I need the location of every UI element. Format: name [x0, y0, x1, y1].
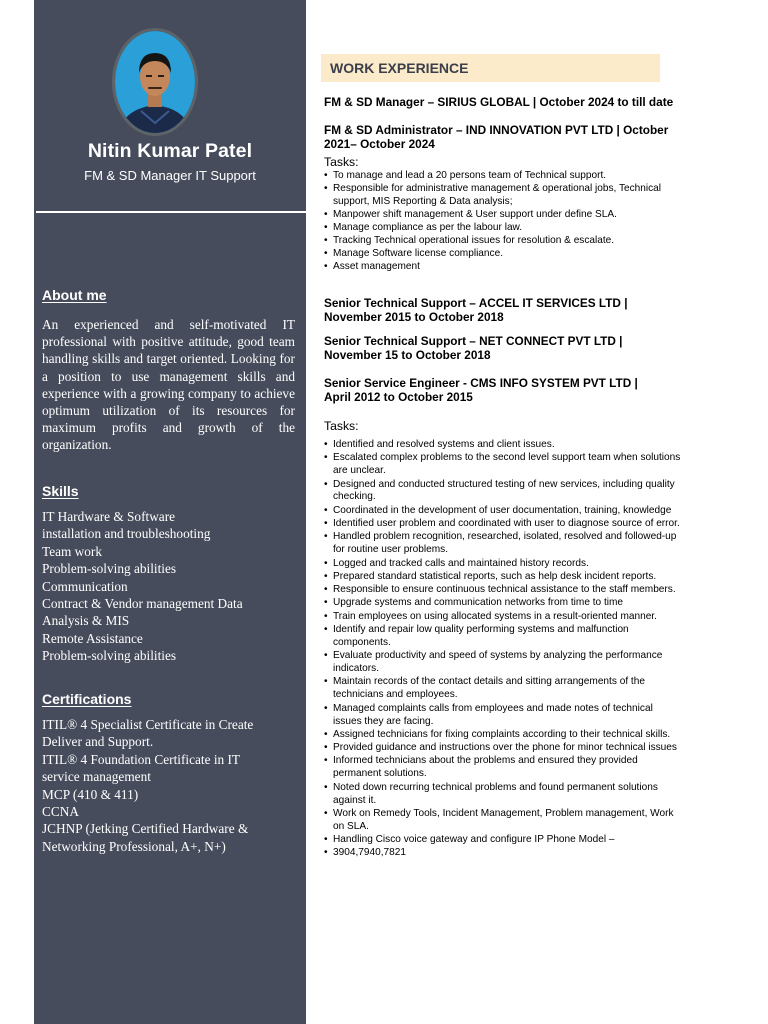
task-item: • 3904,7940,7821: [324, 847, 406, 859]
certification-item: ITIL® 4 Specialist Certificate in Create: [42, 717, 254, 732]
skill-item: Remote Assistance: [42, 630, 143, 646]
task-item: • Upgrade systems and communication networks from time to time: [324, 597, 624, 609]
task-item: • Identified and resolved systems and client issues.: [324, 439, 555, 450]
task-item: • Evaluate productivity and speed of systems by analyzing the performance indicators.: [324, 650, 663, 675]
work-experience-header: WORK EXPERIENCE: [321, 54, 660, 82]
task-item: • Logged and tracked calls and maintained history records.: [324, 557, 589, 569]
skill-item: Contract & Vendor management Data: [42, 596, 243, 612]
task-item: • Prepared standard statistical reports, such as help desk incident reports.: [324, 570, 657, 582]
sidebar: [34, 0, 306, 1024]
job-title: Senior Technical Support – ACCEL IT SERVICES LTD | November 2015 to October 2018: [324, 296, 628, 324]
task-item: • Handled problem recognition, researched, isolated, resolved and followed-up for routine user problems.: [324, 531, 677, 556]
certifications-title: Certifications: [42, 691, 132, 707]
certification-item: Deliver and Support.: [42, 734, 154, 750]
task-item: • Manpower shift management & User support under define SLA.: [324, 209, 617, 221]
task-item: • Asset management: [324, 261, 420, 273]
certification-item: JCHNP (Jetking Certified Hardware &: [42, 821, 249, 837]
task-item: • Maintain records of the contact details and sitting arrangements of the technicians and employees.: [324, 676, 645, 701]
task-item: • Designed and conducted structured testing of new services, including quality checking.: [324, 478, 675, 503]
divider: [36, 211, 306, 213]
about-title: About me: [42, 287, 107, 303]
avatar: [112, 28, 198, 136]
skill-item: Communication: [42, 578, 128, 594]
task-item: • Provided guidance and instructions over the phone for minor technical issues: [324, 742, 677, 754]
job-title: FM & SD Manager – SIRIUS GLOBAL | October 2024 to till date: [324, 95, 674, 109]
task-item: • Informed technicians about the problems and ensured they provided permanent solutions.: [324, 755, 638, 780]
task-item: • Tracking Technical operational issues for resolution & escalate.: [324, 235, 615, 247]
task-item: • Responsible to ensure continuous technical assistance to the staff members.: [324, 584, 676, 596]
task-item: • Identify and repair low quality performing systems and malfunction components.: [324, 623, 629, 648]
task-item: • Noted down recurring technical problems and found permanent solutions against it.: [324, 781, 658, 806]
skills-title: Skills: [42, 483, 79, 499]
skill-item: Problem-solving abilities: [42, 561, 177, 577]
skill-item: Problem-solving abilities: [42, 648, 177, 664]
candidate-role: FM & SD Manager IT Support: [84, 168, 256, 183]
task-item: • Handling Cisco voice gateway and configure IP Phone Model –: [324, 834, 615, 845]
job-title: FM & SD Administrator – IND INNOVATION PVT LTD | October 2021– October 2024: [324, 123, 669, 151]
task-item: • Manage Software license compliance.: [324, 248, 504, 260]
skill-item: installation and troubleshooting: [42, 526, 211, 542]
main-content: [318, 0, 718, 1024]
certification-item: MCP (410 & 411): [42, 786, 139, 802]
certification-item: service management: [42, 769, 151, 785]
skill-item: Team work: [42, 543, 102, 559]
candidate-name: Nitin Kumar Patel: [87, 140, 253, 162]
tasks-list: [324, 439, 684, 861]
task-item: • Identified user problem and coordinated with user to diagnose source of error.: [324, 518, 680, 529]
task-item: • Managed complaints calls from employees and made notes of technical issues they are facing.: [324, 702, 653, 727]
tasks-list: [324, 170, 684, 275]
task-item: • Work on Remedy Tools, Incident Management, Problem management, Work on SLA.: [324, 807, 674, 832]
skills-list: [42, 508, 300, 665]
task-item: • To manage and lead a 20 persons team of Technical support.: [324, 170, 607, 181]
about-text: An experienced and self-motivated IT professional with positive attitude, good team handling skills and target oriented. Looking for a position to use management skills and experience with a growing company to achieve optimum utilization of its resources for maximum profits and growth of the organization.: [42, 317, 295, 453]
job-title: Senior Technical Support – NET CONNECT PVT LTD | November 15 to October 2018: [324, 334, 623, 362]
certification-item: CCNA: [42, 804, 79, 820]
task-item: • Train employees on using allocated systems in a result-oriented manner.: [324, 610, 657, 622]
skill-item: Analysis & MIS: [42, 613, 130, 629]
job-title: Senior Service Engineer - CMS INFO SYSTEM PVT LTD | April 2012 to October 2015: [324, 376, 638, 404]
skill-item: IT Hardware & Software: [42, 509, 176, 524]
task-item: • Escalated complex problems to the second level support team when solutions are unclear.: [324, 452, 681, 477]
tasks-label: Tasks:: [324, 155, 359, 169]
task-item: • Responsible for administrative management & operational jobs, Technical support, MIS Reporting & Data analysis;: [324, 183, 662, 207]
task-item: • Coordinated in the development of user documentation, training, knowledge: [324, 504, 672, 516]
certification-item: ITIL® 4 Foundation Certificate in IT: [42, 751, 241, 767]
certifications-list: [42, 716, 300, 855]
task-item: • Assigned technicians for fixing complaints according to their technical skills.: [324, 728, 671, 740]
profile-photo: [115, 31, 195, 133]
certification-item: Networking Professional, A+, N+): [42, 838, 226, 854]
task-item: • Manage compliance as per the labour law.: [324, 222, 523, 234]
tasks-label: Tasks:: [324, 419, 359, 433]
